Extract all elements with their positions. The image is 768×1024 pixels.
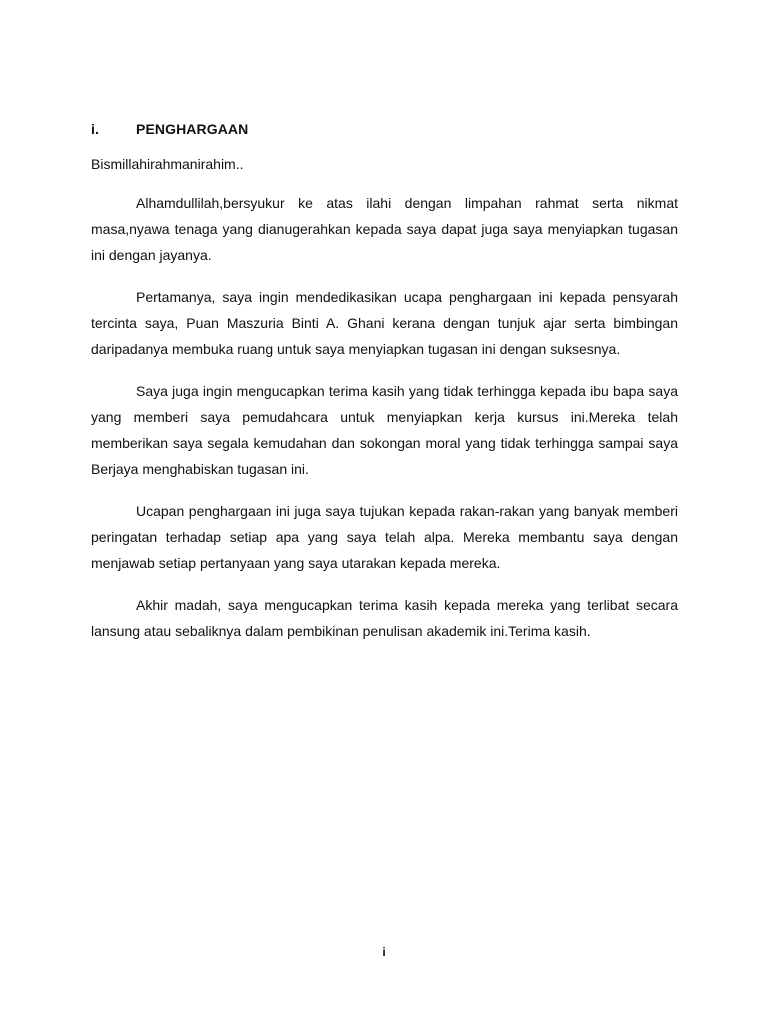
page-number: i — [382, 945, 386, 959]
paragraph: Alhamdullilah,bersyukur ke atas ilahi dengan limpahan rahmat serta nikmat masa,nyawa tenaga yang dianugerahkan kepada saya dapat juga saya menyiapkan tugasan ini dengan jayanya. — [91, 195, 678, 263]
section-title: PENGHARGAAN — [136, 121, 249, 137]
paragraph: Akhir madah, saya mengucapkan terima kasih kepada mereka yang terlibat secara lansung atau sebaliknya dalam pembikinan penulisan akademik ini.Terima kasih. — [91, 597, 678, 639]
section-number: i. — [91, 121, 99, 137]
paragraph: Pertamanya, saya ingin mendedikasikan ucapa penghargaan ini kepada pensyarah tercinta saya, Puan Maszuria Binti A. Ghani kerana dengan tunjuk ajar serta bimbingan daripadanya membuka ruang untuk saya menyiapkan tugasan ini dengan suksesnya. — [91, 289, 678, 357]
paragraph: Ucapan penghargaan ini juga saya tujukan kepada rakan-rakan yang banyak memberi peringatan terhadap setiap apa yang saya telah alpa. Mereka membantu saya dengan menjawab setiap pertanyaan yang saya utarakan kepada mereka. — [91, 503, 678, 571]
paragraph: Saya juga ingin mengucapkan terima kasih yang tidak terhingga kepada ibu bapa saya yang memberi saya pemudahcara untuk menyiapkan kerja kursus ini.Mereka telah memberikan saya segala kemudahan dan sokongan moral yang tidak terhingga sampai saya Berjaya menghabiskan tugasan ini. — [91, 383, 678, 477]
body-text — [91, 190, 678, 660]
section-heading — [91, 121, 248, 137]
opening-line: Bismillahirahmanirahim.. — [91, 156, 244, 172]
